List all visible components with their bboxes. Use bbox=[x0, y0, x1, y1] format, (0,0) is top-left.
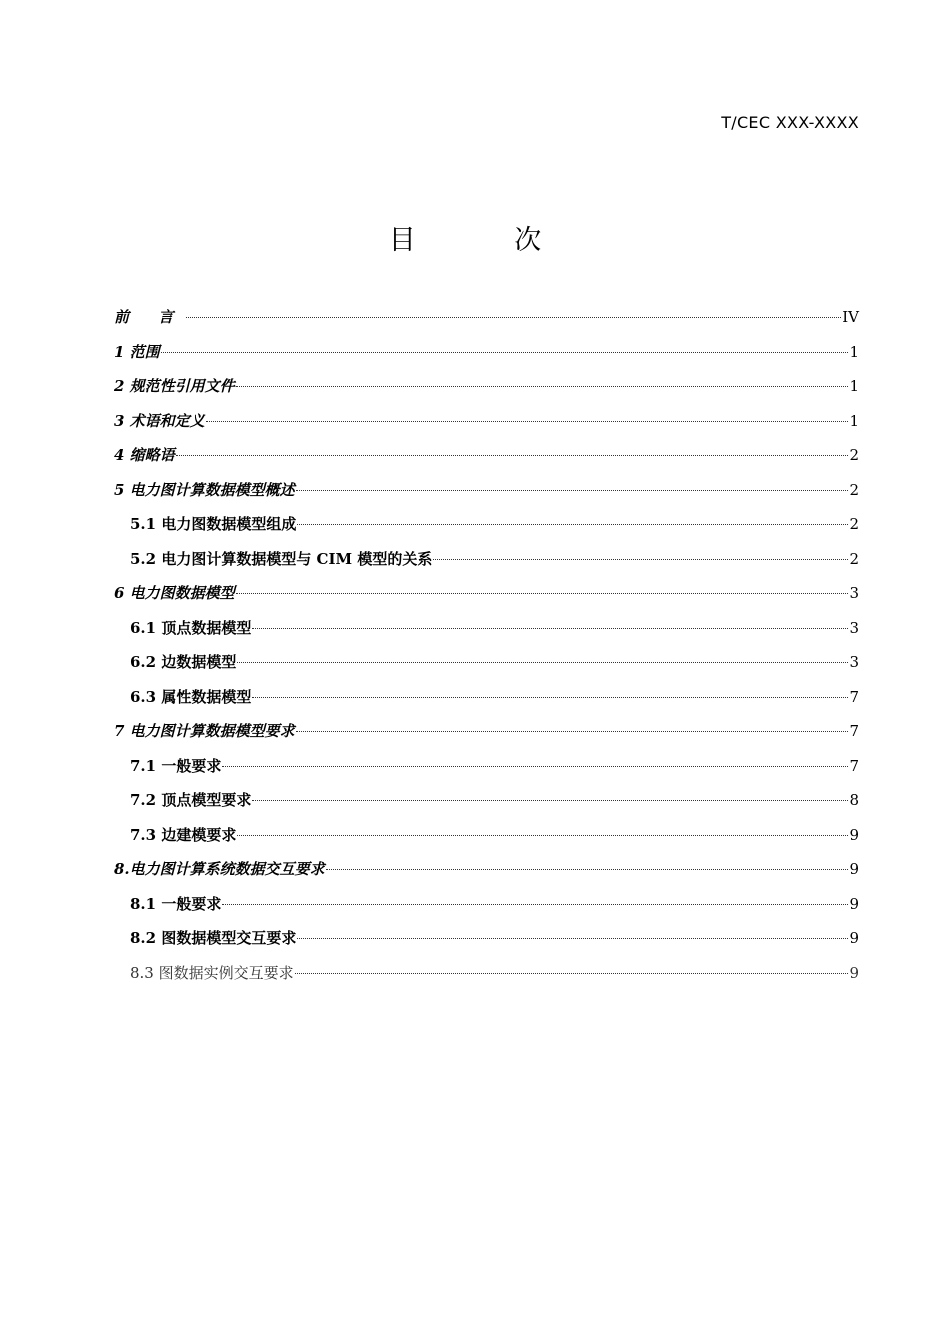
toc-entry-page: IV bbox=[842, 308, 859, 326]
toc-entry-label: 5 电力图计算数据模型概述 bbox=[114, 480, 295, 499]
toc-entry-label: 5.1 电力图数据模型组成 bbox=[130, 515, 297, 533]
dot-leader bbox=[252, 628, 848, 629]
toc-entry-page: 8 bbox=[849, 791, 859, 809]
toc-entry-page: 7 bbox=[849, 722, 859, 740]
toc-entry-label: 前 言 bbox=[114, 308, 186, 326]
toc-entry-label: 6.2 边数据模型 bbox=[130, 653, 237, 671]
toc-entry-page: 9 bbox=[849, 860, 859, 878]
toc-entry-label: 7.1 一般要求 bbox=[130, 756, 222, 775]
dot-leader bbox=[222, 766, 848, 767]
toc-entry-label: 6.1 顶点数据模型 bbox=[130, 618, 252, 637]
dot-leader bbox=[236, 593, 849, 594]
dot-leader bbox=[297, 524, 848, 525]
dot-leader bbox=[296, 731, 849, 732]
toc-entry-page: 3 bbox=[849, 618, 859, 637]
toc-entry-8-2[interactable] bbox=[114, 921, 859, 956]
table-of-contents bbox=[114, 300, 859, 990]
toc-entry-7-2[interactable] bbox=[114, 783, 859, 818]
toc-entry-8-1[interactable] bbox=[114, 887, 859, 922]
toc-entry-page: 9 bbox=[849, 894, 859, 913]
toc-entry-page: 7 bbox=[849, 756, 859, 775]
toc-entry-label: 7 电力图计算数据模型要求 bbox=[114, 722, 295, 740]
toc-entry-5[interactable] bbox=[114, 473, 859, 508]
dot-leader bbox=[236, 386, 849, 387]
toc-entry-7[interactable] bbox=[114, 714, 859, 749]
toc-entry-label: 8.2 图数据模型交互要求 bbox=[130, 929, 297, 947]
toc-entry-page: 1 bbox=[849, 342, 859, 361]
toc-entry-8[interactable] bbox=[114, 852, 859, 887]
toc-entry-page: 1 bbox=[849, 411, 859, 430]
toc-entry-label: 8.1 一般要求 bbox=[130, 894, 222, 913]
dot-leader bbox=[252, 697, 848, 698]
toc-entry-page: 9 bbox=[849, 825, 859, 844]
toc-entry-2[interactable] bbox=[114, 369, 859, 404]
toc-entry-label: 4 缩略语 bbox=[114, 446, 175, 464]
toc-entry-page: 2 bbox=[849, 549, 859, 568]
toc-entry-6[interactable] bbox=[114, 576, 859, 611]
toc-entry-page: 2 bbox=[849, 515, 859, 533]
toc-entry-label: 8.电力图计算系统数据交互要求 bbox=[114, 860, 325, 878]
toc-entry-page: 7 bbox=[849, 687, 859, 706]
toc-entry-5-2[interactable] bbox=[114, 542, 859, 577]
dot-leader bbox=[186, 317, 841, 318]
toc-entry-page: 9 bbox=[849, 963, 859, 982]
toc-entry-page: 3 bbox=[849, 653, 859, 671]
toc-entry-preface[interactable] bbox=[114, 300, 859, 335]
toc-entry-label: 1 范围 bbox=[114, 342, 160, 361]
dot-leader bbox=[176, 455, 849, 456]
toc-entry-4[interactable] bbox=[114, 438, 859, 473]
dot-leader bbox=[206, 421, 849, 422]
toc-entry-label: 2 规范性引用文件 bbox=[114, 377, 235, 395]
toc-entry-6-3[interactable] bbox=[114, 680, 859, 715]
toc-entry-8-3[interactable] bbox=[114, 956, 859, 991]
toc-entry-label: 7.3 边建模要求 bbox=[130, 825, 237, 844]
toc-title: 目 次 bbox=[388, 225, 587, 256]
toc-entry-5-1[interactable] bbox=[114, 507, 859, 542]
toc-entry-label: 5.2 电力图计算数据模型与 CIM 模型的关系 bbox=[130, 549, 433, 568]
toc-entry-label: 3 术语和定义 bbox=[114, 411, 205, 430]
toc-entry-page: 2 bbox=[849, 480, 859, 499]
toc-entry-7-3[interactable] bbox=[114, 818, 859, 853]
dot-leader bbox=[161, 352, 849, 353]
toc-entry-page: 9 bbox=[849, 929, 859, 947]
toc-entry-7-1[interactable] bbox=[114, 749, 859, 784]
toc-entry-1[interactable] bbox=[114, 335, 859, 370]
dot-leader bbox=[237, 835, 848, 836]
document-code-header: T/CEC XXX-XXXX bbox=[721, 113, 859, 132]
dot-leader bbox=[295, 973, 849, 974]
toc-entry-6-2[interactable] bbox=[114, 645, 859, 680]
dot-leader bbox=[326, 869, 849, 870]
dot-leader bbox=[296, 490, 849, 491]
toc-entry-label: 6 电力图数据模型 bbox=[114, 584, 235, 602]
dot-leader bbox=[222, 904, 848, 905]
toc-entry-label: 8.3 图数据实例交互要求 bbox=[130, 963, 294, 982]
toc-entry-label: 7.2 顶点模型要求 bbox=[130, 791, 252, 809]
dot-leader bbox=[297, 938, 848, 939]
toc-entry-page: 3 bbox=[849, 584, 859, 602]
toc-entry-page: 1 bbox=[849, 377, 859, 395]
toc-entry-6-1[interactable] bbox=[114, 611, 859, 646]
dot-leader bbox=[252, 800, 848, 801]
toc-entry-label: 6.3 属性数据模型 bbox=[130, 687, 252, 706]
toc-entry-3[interactable] bbox=[114, 404, 859, 439]
dot-leader bbox=[237, 662, 848, 663]
dot-leader bbox=[433, 559, 848, 560]
toc-entry-page: 2 bbox=[849, 446, 859, 464]
